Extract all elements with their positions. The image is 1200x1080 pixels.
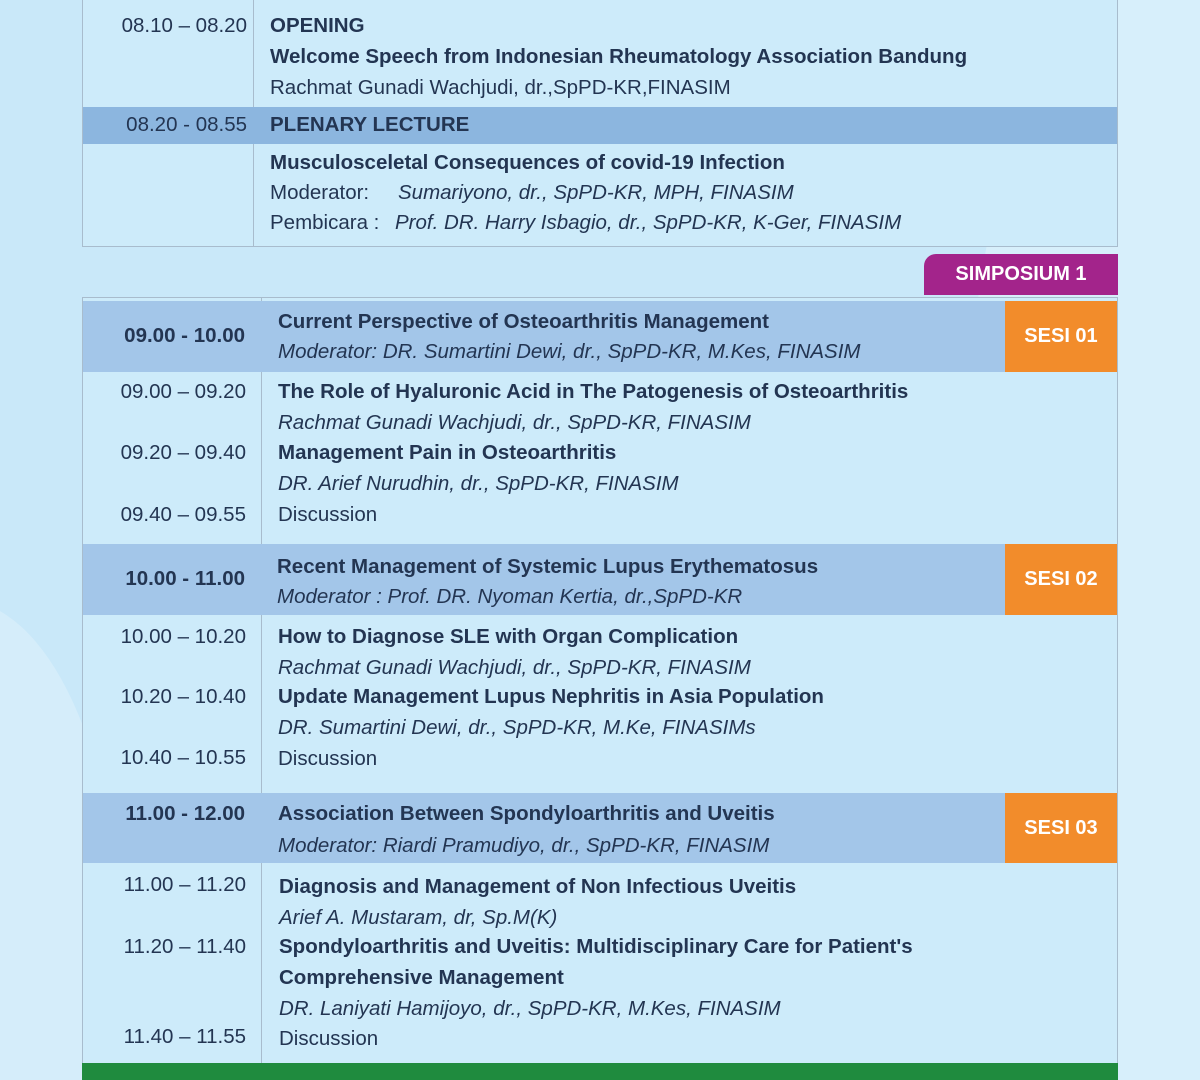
- item-title: How to Diagnose SLE with Organ Complication: [278, 625, 739, 648]
- session-header-row: [83, 544, 1117, 615]
- session-time: 11.00 - 12.00: [125, 802, 245, 825]
- session-time: 10.00 - 11.00: [125, 567, 245, 590]
- item-time: 09.00 – 09.20: [120, 380, 246, 403]
- break-row: [82, 1063, 1118, 1080]
- item-title: Spondyloarthritis and Uveitis: Multidisciplinary Care for Patient's: [279, 935, 913, 958]
- simposium-badge: SIMPOSIUM 1: [924, 254, 1118, 295]
- plenary-time: 08.20 - 08.55: [126, 113, 247, 136]
- session-title: Association Between Spondyloarthritis and Uveitis: [278, 802, 775, 825]
- session-moderator: Moderator: DR. Sumartini Dewi, dr., SpPD-KR, M.Kes, FINASIM: [278, 340, 861, 363]
- item-title-line2: Comprehensive Management: [279, 966, 564, 989]
- session-moderator: Moderator : Prof. DR. Nyoman Kertia, dr.,SpPD-KR: [277, 585, 743, 608]
- item-title: Discussion: [278, 503, 378, 526]
- opening-plenary-panel: [82, 0, 1118, 247]
- plenary-divider-mask: [253, 107, 254, 144]
- item-time: 11.00 – 11.20: [123, 873, 246, 896]
- item-speaker: Arief A. Mustaram, dr, Sp.M(K): [279, 906, 558, 929]
- plenary-header-row: [83, 107, 1117, 144]
- item-title: The Role of Hyaluronic Acid in The Patogenesis of Osteoarthritis: [278, 380, 909, 403]
- item-title: Diagnosis and Management of Non Infectious Uveitis: [279, 875, 797, 898]
- plenary-moderator-label: Moderator:: [270, 181, 370, 204]
- item-speaker: Rachmat Gunadi Wachjudi, dr., SpPD-KR, FINASIM: [278, 411, 751, 434]
- plenary-title: PLENARY LECTURE: [270, 113, 470, 136]
- item-time: 09.20 – 09.40: [120, 441, 246, 464]
- session-header-row: [83, 793, 1117, 863]
- time-column-divider: [261, 298, 262, 1080]
- item-title: Management Pain in Osteoarthritis: [278, 441, 617, 464]
- item-time: 10.20 – 10.40: [120, 685, 246, 708]
- session-badge: SESI 03: [1005, 793, 1117, 863]
- item-time: 09.40 – 09.55: [120, 503, 246, 526]
- plenary-detail-row: [83, 144, 1117, 248]
- session-title: Recent Management of Systemic Lupus Erythematosus: [277, 555, 819, 578]
- plenary-moderator: Sumariyono, dr., SpPD-KR, MPH, FINASIM: [398, 181, 794, 204]
- session-time: 09.00 - 10.00: [124, 324, 245, 347]
- opening-subtitle: Welcome Speech from Indonesian Rheumatology Association Bandung: [270, 45, 968, 68]
- item-time: 11.20 – 11.40: [123, 935, 246, 958]
- item-speaker: DR. Laniyati Hamijoyo, dr., SpPD-KR, M.Kes, FINASIM: [279, 997, 781, 1020]
- session-badge: SESI 02: [1005, 544, 1117, 615]
- session-title: Current Perspective of Osteoarthritis Management: [278, 310, 769, 333]
- item-title: Discussion: [278, 747, 378, 770]
- item-speaker: Rachmat Gunadi Wachjudi, dr., SpPD-KR, FINASIM: [278, 656, 751, 679]
- item-time: 10.00 – 10.20: [120, 625, 246, 648]
- opening-time: 08.10 – 08.20: [121, 14, 247, 37]
- opening-speaker: Rachmat Gunadi Wachjudi, dr.,SpPD-KR,FINASIM: [270, 76, 731, 99]
- item-time: 11.40 – 11.55: [123, 1025, 246, 1048]
- plenary-speaker-label: Pembicara :: [270, 211, 380, 234]
- opening-row: [83, 0, 1117, 107]
- session-header-row: [83, 301, 1117, 372]
- item-time: 10.40 – 10.55: [120, 746, 246, 769]
- item-title: Update Management Lupus Nephritis in Asia Population: [278, 685, 824, 708]
- session-moderator: Moderator: Riardi Pramudiyo, dr., SpPD-KR, FINASIM: [278, 834, 770, 857]
- item-speaker: DR. Sumartini Dewi, dr., SpPD-KR, M.Ke, FINASIMs: [278, 716, 756, 739]
- item-speaker: DR. Arief Nurudhin, dr., SpPD-KR, FINASIM: [278, 472, 679, 495]
- plenary-speaker: Prof. DR. Harry Isbagio, dr., SpPD-KR, K-Ger, FINASIM: [395, 211, 902, 234]
- opening-title: OPENING: [270, 14, 365, 37]
- plenary-topic: Musculosceletal Consequences of covid-19 Infection: [270, 151, 785, 174]
- session-badge: SESI 01: [1005, 301, 1117, 372]
- item-title: Discussion: [279, 1027, 379, 1050]
- simposium-panel: [82, 297, 1118, 1080]
